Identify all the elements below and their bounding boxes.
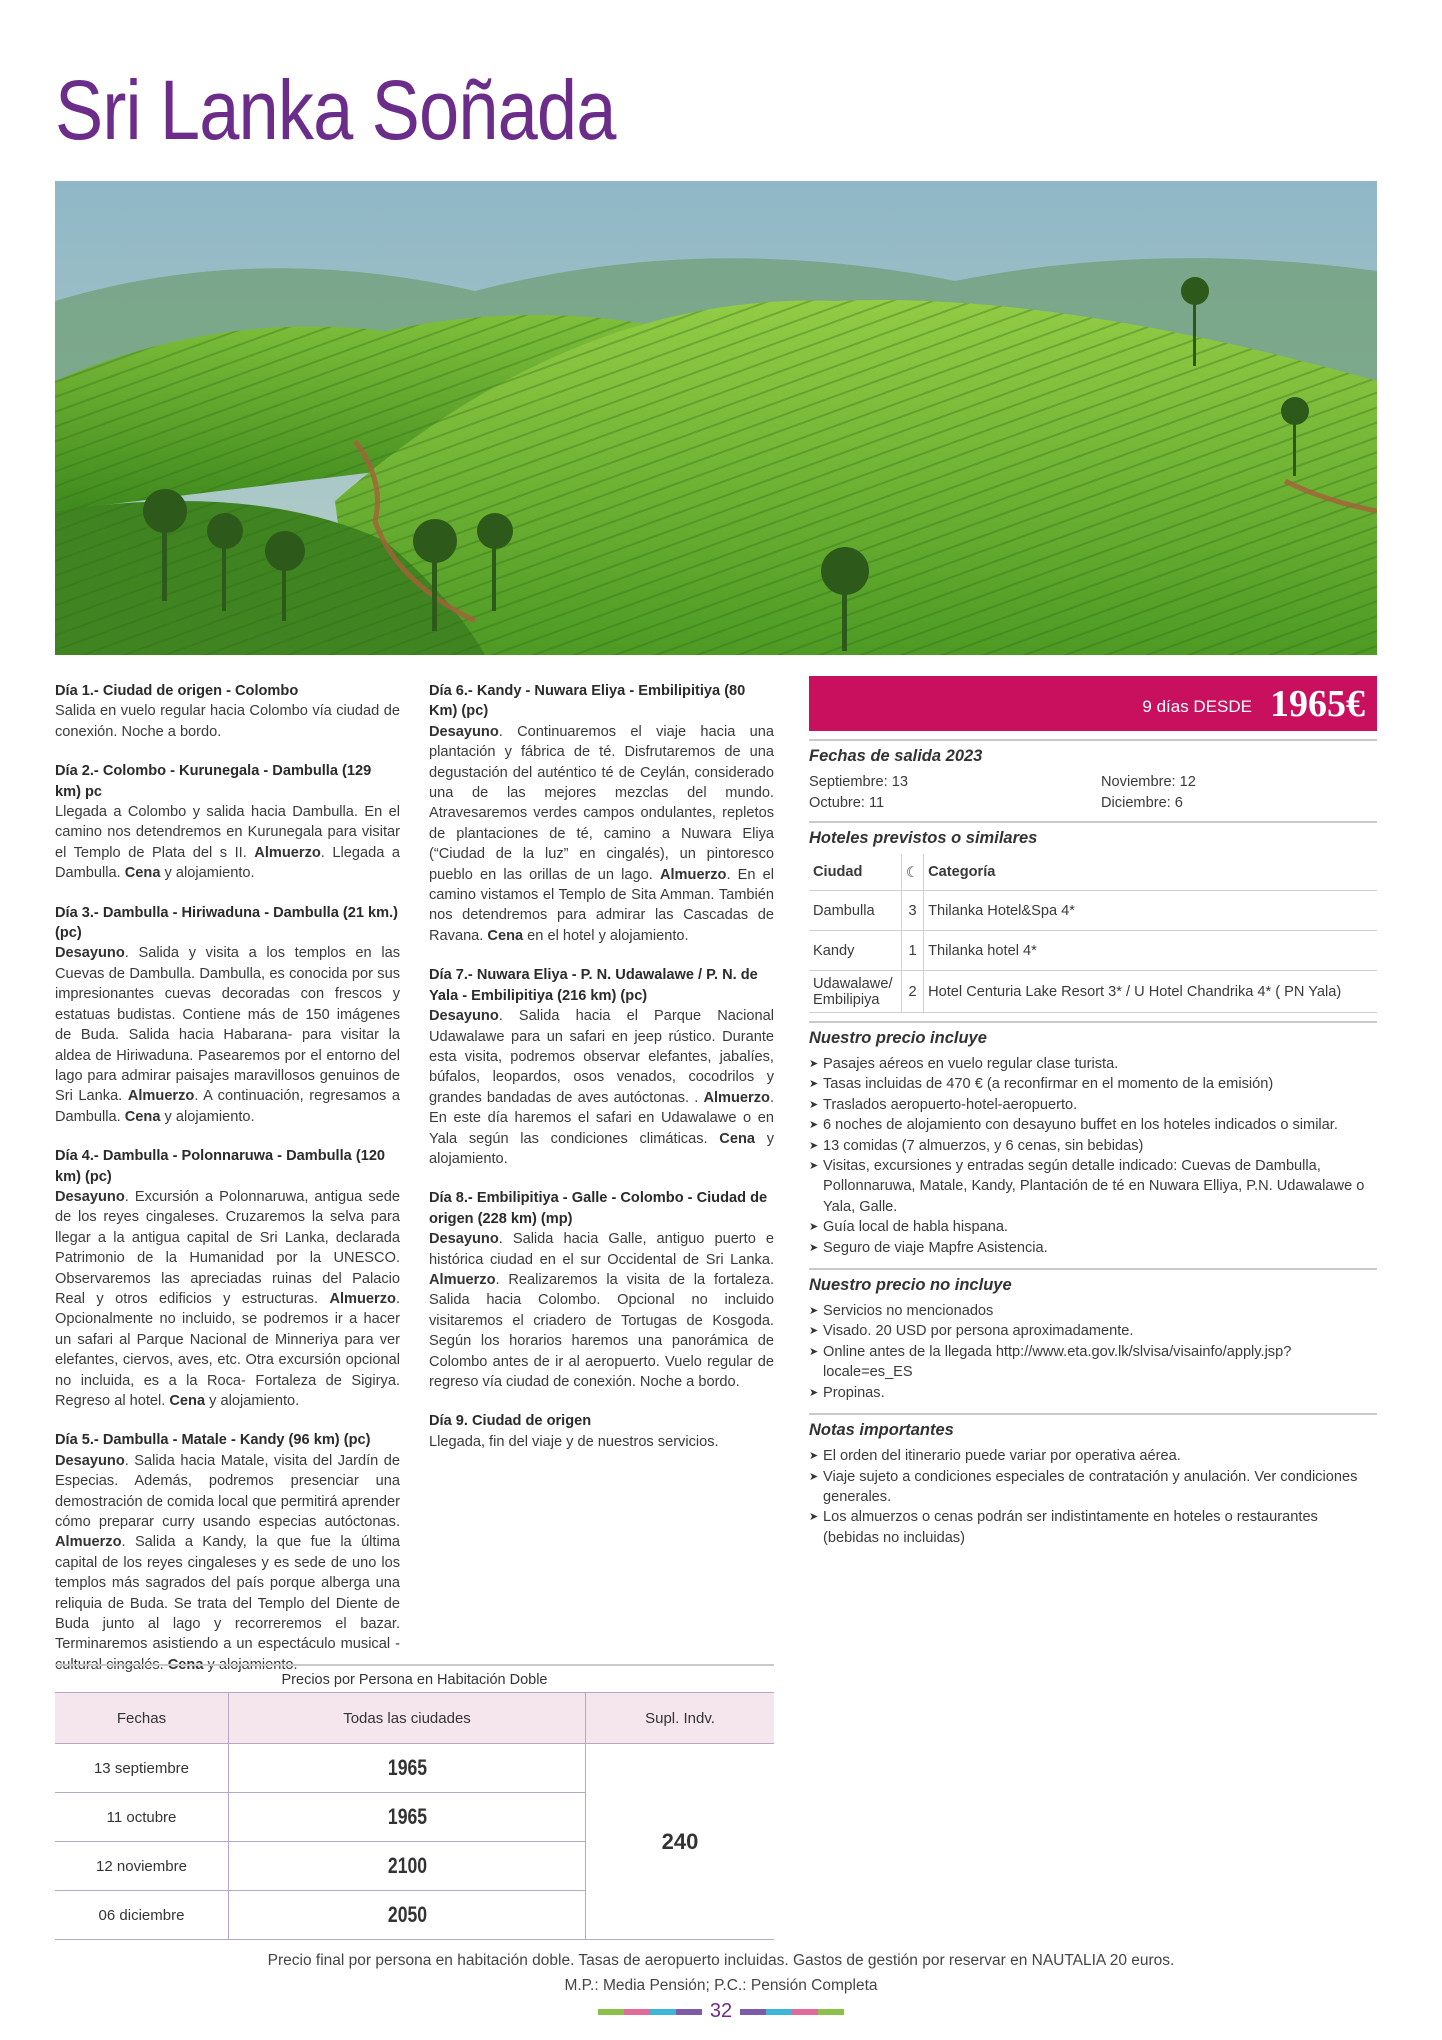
bold-meal-text: Desayuno bbox=[55, 1452, 125, 1469]
color-bar-segment bbox=[676, 2009, 702, 2015]
bold-meal-text: Desayuno bbox=[429, 723, 499, 740]
color-bar-segment bbox=[598, 2009, 624, 2015]
hotel-name: Hotel Centuria Lake Resort 3* / U Hotel Chandrika 4* ( PN Yala) bbox=[924, 971, 1377, 1013]
list-item: ➤ Seguro de viaje Mapfre Asistencia. bbox=[809, 1238, 1377, 1258]
footer-legend: M.P.: Media Pensión; P.C.: Pensión Completa bbox=[564, 1977, 878, 1994]
page-title: Sri Lanka Soñada bbox=[55, 63, 616, 157]
bold-meal-text: Almuerzo bbox=[659, 866, 727, 883]
price-date: 13 septiembre bbox=[55, 1744, 229, 1793]
departure-date: Noviembre: 12 bbox=[1101, 774, 1196, 790]
page-number: 32 bbox=[709, 2000, 733, 2022]
price-value: 1965 bbox=[264, 1793, 550, 1842]
day-title: Día 3.- Dambulla - Hiriwaduna - Dambulla (21 km.) (pc) bbox=[55, 904, 399, 942]
includes-title: Nuestro precio incluye bbox=[809, 1021, 1377, 1048]
hotel-row bbox=[809, 971, 1377, 1013]
list-item: ➤ Los almuerzos o cenas podrán ser indistintamente en hoteles o restaurantes (bebidas no incluidas) bbox=[809, 1507, 1377, 1548]
bold-meal-text: Almuerzo bbox=[254, 844, 321, 861]
day-title: Día 7.- Nuwara Eliya - P. N. Udawalawe / P. N. de Yala - Embilipitiya (216 km) (pc) bbox=[429, 967, 758, 1004]
list-item: ➤ Traslados aeropuerto-hotel-aeropuerto. bbox=[809, 1095, 1377, 1115]
departure-date: Septiembre: 13 bbox=[809, 774, 908, 790]
price-banner-label: 9 días DESDE bbox=[1142, 696, 1252, 716]
bold-meal-text: Cena bbox=[719, 1130, 755, 1147]
price-table-caption: Precios por Persona en Habitación Doble bbox=[55, 1664, 774, 1692]
list-item: ➤ 6 noches de alojamiento con desayuno buffet en los hoteles indicados o similar. bbox=[809, 1115, 1377, 1135]
footer-note: Precio final por persona en habitación doble. Tasas de aeropuerto incluidas. Gastos de gestión por reservar en NAUTALIA 20 euros. bbox=[267, 1952, 1175, 1969]
day-body: Desayuno. Salida hacia Matale, visita del Jardín de Especias. Además, podremos presenciar una demostración de comida local que permitirá aprender cómo preparar curry usando especias autóctonas. Almuerzo. Salida a Kandy, la que fue la última capital de los reyes cingaleses y es sede de uno los templos más sagrados del país porque alberga una reliquia de Buda. Se trata del Templo del Diente de Buda junto al lago y recorreremos el bazar. Terminaremos asistiendo a un espectáculo musical - cultural cingalés. Cena y alojamiento. bbox=[55, 1452, 400, 1673]
bold-meal-text: Cena bbox=[169, 1393, 206, 1409]
header-all-cities: Todas las ciudades bbox=[229, 1693, 586, 1744]
hotel-city: Kandy bbox=[809, 931, 902, 971]
itinerary-day bbox=[429, 965, 774, 1169]
price-value: 2050 bbox=[264, 1891, 550, 1940]
hotel-nights: 1 bbox=[902, 931, 924, 971]
hotel-city: Udawalawe/ Embilipiya bbox=[809, 971, 902, 1013]
price-banner bbox=[809, 676, 1377, 731]
notes-list bbox=[809, 1446, 1377, 1548]
day-body: Desayuno. Salida y visita a los templos en las Cuevas de Dambulla. Dambulla, es conocida por sus impresionantes cuevas decoradas con frescos y estatuas budistas. Contiene más de 150 imágenes de Buda. Salida hacia Habarana- para visitar la aldea de Hiriwaduna. Pasearemos por el entorno del lago para admirar paisajes maravillosos genuinos de Sri Lanka. Almuerzo. A continuación, regresamos a Dambulla. Cena y alojamiento. bbox=[55, 945, 400, 1125]
hotel-row bbox=[809, 931, 1377, 971]
day-title: Día 4.- Dambulla - Polonnaruwa - Dambulla (120 km) (pc) bbox=[55, 1148, 386, 1185]
header-dates: Fechas bbox=[55, 1693, 229, 1744]
hotel-city: Dambulla bbox=[809, 891, 902, 931]
day-body: Desayuno. Salida hacia Galle, antiguo puerto e histórica ciudad en el sur Occidental de Sri Lanka. Almuerzo. Realizaremos la visita de la fortaleza. Salida hacia Colombo. Opcional no incluido visitaremos el criadero de Tortugas de Kosgoda. Según los horarios haremos una panorámica de Colombo antes de ir al aeropuerto. Vuelo regular de regreso vía ciudad de conexión. Noche a bordo. bbox=[429, 1231, 774, 1390]
list-item: ➤ Guía local de habla hispana. bbox=[809, 1217, 1377, 1237]
list-item: ➤ Visitas, excursiones y entradas según detalle indicado: Cuevas de Dambulla, Pollonnaruwa, Matale, Kandy, Plantación de té en Nuwara Elliya, P.N. Udawalawe o Yala, Galle. bbox=[809, 1156, 1377, 1217]
bold-meal-text: Desayuno bbox=[55, 1188, 125, 1205]
bold-meal-text: Cena bbox=[487, 927, 524, 944]
bold-meal-text: Cena bbox=[124, 1108, 161, 1125]
bold-meal-text: Almuerzo bbox=[329, 1290, 396, 1307]
itinerary-day bbox=[55, 681, 400, 742]
price-table-section bbox=[55, 1664, 774, 1940]
day-body: Llegada a Colombo y salida hacia Dambulla. En el camino nos detendremos en Kurunegala para visitar el Templo de Plata del s II. Almuerzo. Llegada a Dambulla. Cena y alojamiento. bbox=[55, 804, 400, 882]
itinerary-day bbox=[55, 1146, 400, 1411]
hotels-title: Hoteles previstos o similares bbox=[809, 821, 1377, 848]
tea-plantation-photo bbox=[55, 181, 1377, 655]
bold-meal-text: Almuerzo bbox=[55, 1534, 122, 1551]
list-item: ➤ Propinas. bbox=[809, 1383, 1377, 1403]
itinerary-day bbox=[429, 681, 774, 946]
list-item: ➤ Pasajes aéreos en vuelo regular clase turista. bbox=[809, 1054, 1377, 1074]
day-title: Día 2.- Colombo - Kurunegala - Dambulla (129 km) pc bbox=[55, 763, 372, 800]
bold-meal-text: Almuerzo bbox=[703, 1089, 770, 1106]
list-item: ➤ Visado. 20 USD por persona aproximadamente. bbox=[809, 1321, 1377, 1341]
list-item: ➤ Tasas incluidas de 470 € (a reconfirmar en el momento de la emisión) bbox=[809, 1074, 1377, 1094]
day-title: Día 9. Ciudad de origen bbox=[429, 1413, 592, 1430]
notes-title: Notas importantes bbox=[809, 1413, 1377, 1440]
list-item: ➤ Online antes de la llegada http://www.eta.gov.lk/slvisa/visainfo/apply.jsp?locale=es_ES bbox=[809, 1342, 1377, 1383]
day-title: Día 6.- Kandy - Nuwara Eliya - Embilipitiya (80 Km) (pc) bbox=[429, 683, 746, 720]
itinerary-day bbox=[55, 1430, 400, 1675]
includes-list bbox=[809, 1054, 1377, 1258]
hotels-table bbox=[809, 854, 1377, 1013]
day-body: Desayuno. Continuaremos el viaje hacia una plantación y fábrica de té. Disfrutaremos de una degustación del auténtico té de Ceylán, considerado una de las mejores mezclas del mundo. Atravesaremos verdes campos ondulantes, repletos de plantaciones de té, camino a Nuwara Eliya (“Ciudad de la luz” en cingalés), un pintoresco pueblo en las orillas de un lago. Almuerzo. En el camino vistamos el Templo de Sita Amman. También nos detendremos para admirar las Cascadas de Ravana. Cena en el hotel y alojamiento. bbox=[429, 723, 775, 944]
list-item: ➤ Viaje sujeto a condiciones especiales de contratación y anulación. Ver condiciones generales. bbox=[809, 1467, 1377, 1508]
hotel-nights: 2 bbox=[902, 971, 924, 1013]
list-item: ➤ El orden del itinerario puede variar por operativa aérea. bbox=[809, 1446, 1377, 1466]
price-value: 1965 bbox=[264, 1744, 550, 1793]
day-body: Llegada, fin del viaje y de nuestros servicios. bbox=[429, 1433, 719, 1450]
bold-meal-text: Cena bbox=[167, 1656, 204, 1673]
itinerary-column-2 bbox=[429, 681, 774, 1471]
moon-icon: ☾ bbox=[902, 854, 924, 891]
price-table-header bbox=[55, 1693, 774, 1744]
hotels-header-category: Categoría bbox=[924, 854, 1377, 891]
price-row bbox=[55, 1744, 774, 1793]
bold-meal-text: Cena bbox=[124, 865, 161, 882]
bold-meal-text: Desayuno bbox=[429, 1008, 499, 1025]
price-table bbox=[55, 1692, 774, 1940]
day-title: Día 1.- Ciudad de origen - Colombo bbox=[55, 683, 299, 699]
itinerary-day bbox=[429, 1411, 774, 1452]
price-date: 12 noviembre bbox=[55, 1842, 229, 1891]
bold-meal-text: Almuerzo bbox=[429, 1271, 496, 1288]
itinerary-day bbox=[55, 761, 400, 883]
excludes-list bbox=[809, 1301, 1377, 1403]
header-supplement: Supl. Indv. bbox=[586, 1693, 775, 1744]
bold-meal-text: Desayuno bbox=[55, 945, 125, 962]
day-body: Salida en vuelo regular hacia Colombo vía ciudad de conexión. Noche a bordo. bbox=[55, 703, 400, 740]
departure-dates bbox=[809, 772, 1377, 813]
color-bar-segment bbox=[792, 2009, 818, 2015]
departures-title: Fechas de salida 2023 bbox=[809, 739, 1377, 766]
list-item: ➤ 13 comidas (7 almuerzos, y 6 cenas, sin bebidas) bbox=[809, 1136, 1377, 1156]
excludes-title: Nuestro precio no incluye bbox=[809, 1268, 1377, 1295]
hotel-name: Thilanka hotel 4* bbox=[924, 931, 1377, 971]
itinerary-day bbox=[429, 1188, 774, 1392]
bold-meal-text: Almuerzo bbox=[127, 1088, 195, 1105]
itinerary-column-1 bbox=[55, 681, 400, 1694]
hotel-name: Thilanka Hotel&Spa 4* bbox=[924, 891, 1377, 931]
supplement-value: 240 bbox=[586, 1744, 775, 1940]
price-value: 2100 bbox=[264, 1842, 550, 1891]
color-bar-segment bbox=[818, 2009, 844, 2015]
page-number-bar bbox=[0, 2000, 1442, 2023]
color-bar-segment bbox=[766, 2009, 792, 2015]
day-title: Día 8.- Embilipitiya - Galle - Colombo - Ciudad de origen (228 km) (mp) bbox=[429, 1190, 768, 1227]
day-body: Desayuno. Excursión a Polonnaruwa, antigua sede de los reyes cingaleses. Cruzaremos la selva para llegar a la antigua capital de Sri Lanka, declarada Patrimonio de la Humanidad por la UNESCO. Observaremos las apreciadas ruinas del Palacio Real y otros edificios y estructuras. Almuerzo. Opcionalmente no incluido, se podremos ir a hacer un safari al Parque Nacional de Minneriya para ver elefantes, ciervos, aves, etc. Otra excursión opcional no incluida, es a la Roca- Fortaleza de Sigirya. Regreso al hotel. Cena y alojamiento. bbox=[55, 1188, 400, 1409]
departure-date: Octubre: 11 bbox=[809, 795, 885, 811]
price-banner-amount: 1965€ bbox=[1270, 682, 1365, 725]
day-body: Desayuno. Salida hacia el Parque Nacional Udawalawe para un safari en jeep rústico. Durante esta visita, podremos observar elefantes, jabalíes, búfalos, leopardos, osos venados, cocodrilos y grandes bandadas de aves autóctonas. . Almuerzo. En este día haremos el safari en Udawalawe o en Yala según las condiciones climáticas. Cena y alojamiento. bbox=[429, 1008, 774, 1167]
price-date: 11 octubre bbox=[55, 1793, 229, 1842]
info-column bbox=[809, 676, 1377, 1558]
hotels-header-row bbox=[809, 854, 1377, 891]
day-title: Día 5.- Dambulla - Matale - Kandy (96 km) (pc) bbox=[55, 1432, 371, 1449]
color-bar-segment bbox=[740, 2009, 766, 2015]
itinerary-day bbox=[55, 903, 400, 1127]
bold-meal-text: Desayuno bbox=[429, 1231, 499, 1248]
list-item: ➤ Servicios no mencionados bbox=[809, 1301, 1377, 1321]
price-date: 06 diciembre bbox=[55, 1891, 229, 1940]
color-bar-segment bbox=[650, 2009, 676, 2015]
color-bar-segment bbox=[624, 2009, 650, 2015]
hotel-row bbox=[809, 891, 1377, 931]
hotels-header-city: Ciudad bbox=[809, 854, 902, 891]
departure-date: Diciembre: 6 bbox=[1101, 795, 1183, 811]
hotel-nights: 3 bbox=[902, 891, 924, 931]
